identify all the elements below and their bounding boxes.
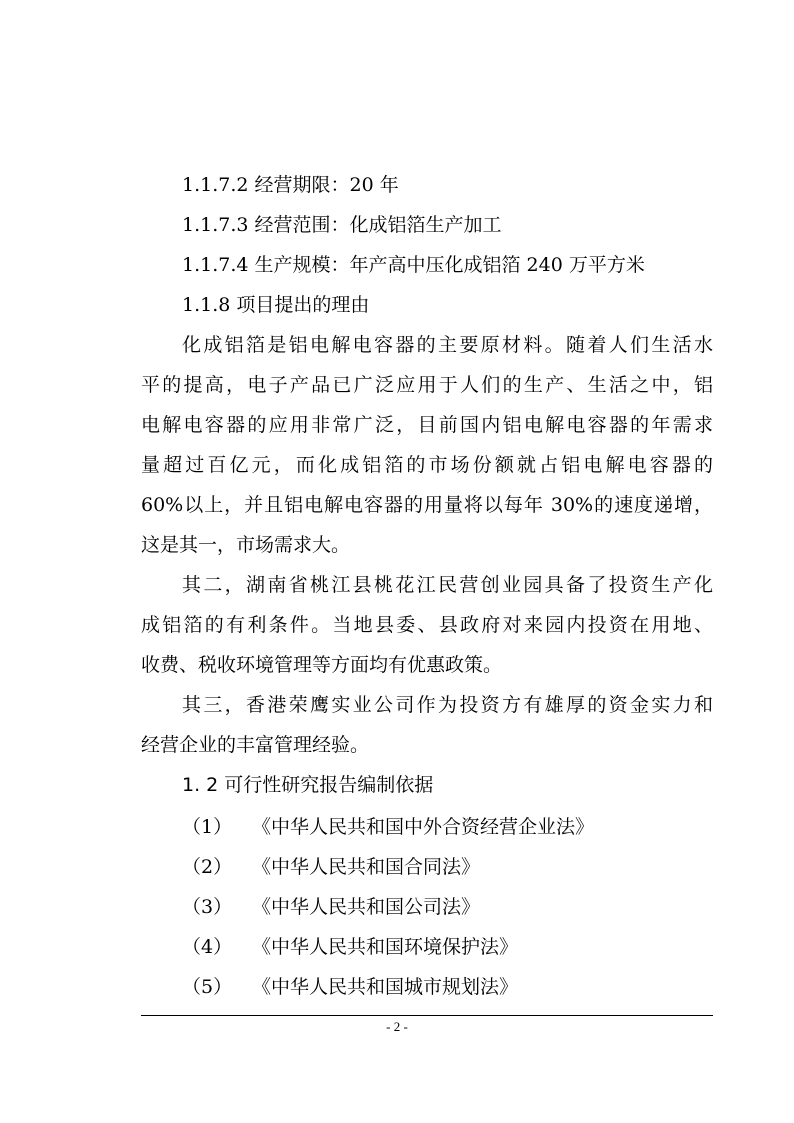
paragraph-line: 其三，香港荣鹰实业公司作为投资方有雄厚的资金实力和 [182, 694, 713, 716]
law-number: （3） [182, 896, 233, 918]
law-title: 《中华人民共和国公司法》 [252, 896, 481, 918]
paragraph-line: 成铝箔的有利条件。当地县委、县政府对来园内投资在用地、 [141, 614, 713, 636]
law-title: 《中华人民共和国合同法》 [252, 856, 481, 878]
section-1-1-7-2: 1.1.7.2 经营期限：20 年 [182, 174, 399, 196]
section-1-1-8-heading: 1.1.8 项目提出的理由 [182, 294, 370, 316]
law-number: （2） [182, 856, 233, 878]
page-number: - 2 - [386, 1019, 408, 1034]
paragraph-line: 收费、税收环境管理等方面均有优惠政策。 [141, 654, 503, 676]
paragraph-line: 平的提高，电子产品已广泛应用于人们的生产、生活之中，铝 [141, 374, 713, 396]
law-item [182, 934, 518, 960]
law-item [182, 854, 480, 880]
law-title: 《中华人民共和国中外合资经营企业法》 [252, 816, 595, 838]
paragraph-line: 经营企业的丰富管理经验。 [141, 734, 370, 756]
law-title: 《中华人民共和国环境保护法》 [252, 936, 519, 958]
law-item [182, 974, 518, 1000]
paragraph-line: 60%以上，并且铝电解电容器的用量将以每年 30%的速度递增， [141, 494, 713, 516]
paragraph-line: 量超过百亿元，而化成铝箔的市场份额就占铝电解电容器的 [141, 454, 713, 476]
paragraph-line: 这是其一，市场需求大。 [141, 534, 351, 556]
law-item [182, 894, 480, 920]
law-number: （5） [182, 976, 233, 998]
section-1-1-7-3: 1.1.7.3 经营范围：化成铝箔生产加工 [182, 214, 502, 236]
paragraph-line: 其二，湖南省桃江县桃花江民营创业园具备了投资生产化 [182, 574, 713, 596]
law-title: 《中华人民共和国城市规划法》 [252, 976, 519, 998]
section-1-2-heading: 1. 2 可行性研究报告编制依据 [182, 774, 434, 796]
paragraph-line: 电解电容器的应用非常广泛，目前国内铝电解电容器的年需求 [141, 414, 713, 436]
footer-divider [141, 1015, 713, 1016]
paragraph-line: 化成铝箔是铝电解电容器的主要原材料。随着人们生活水 [182, 334, 713, 356]
law-number: （1） [182, 816, 233, 838]
section-1-1-7-4: 1.1.7.4 生产规模：年产高中压化成铝箔 240 万平方米 [182, 254, 645, 276]
law-number: （4） [182, 936, 233, 958]
law-item [182, 814, 594, 840]
